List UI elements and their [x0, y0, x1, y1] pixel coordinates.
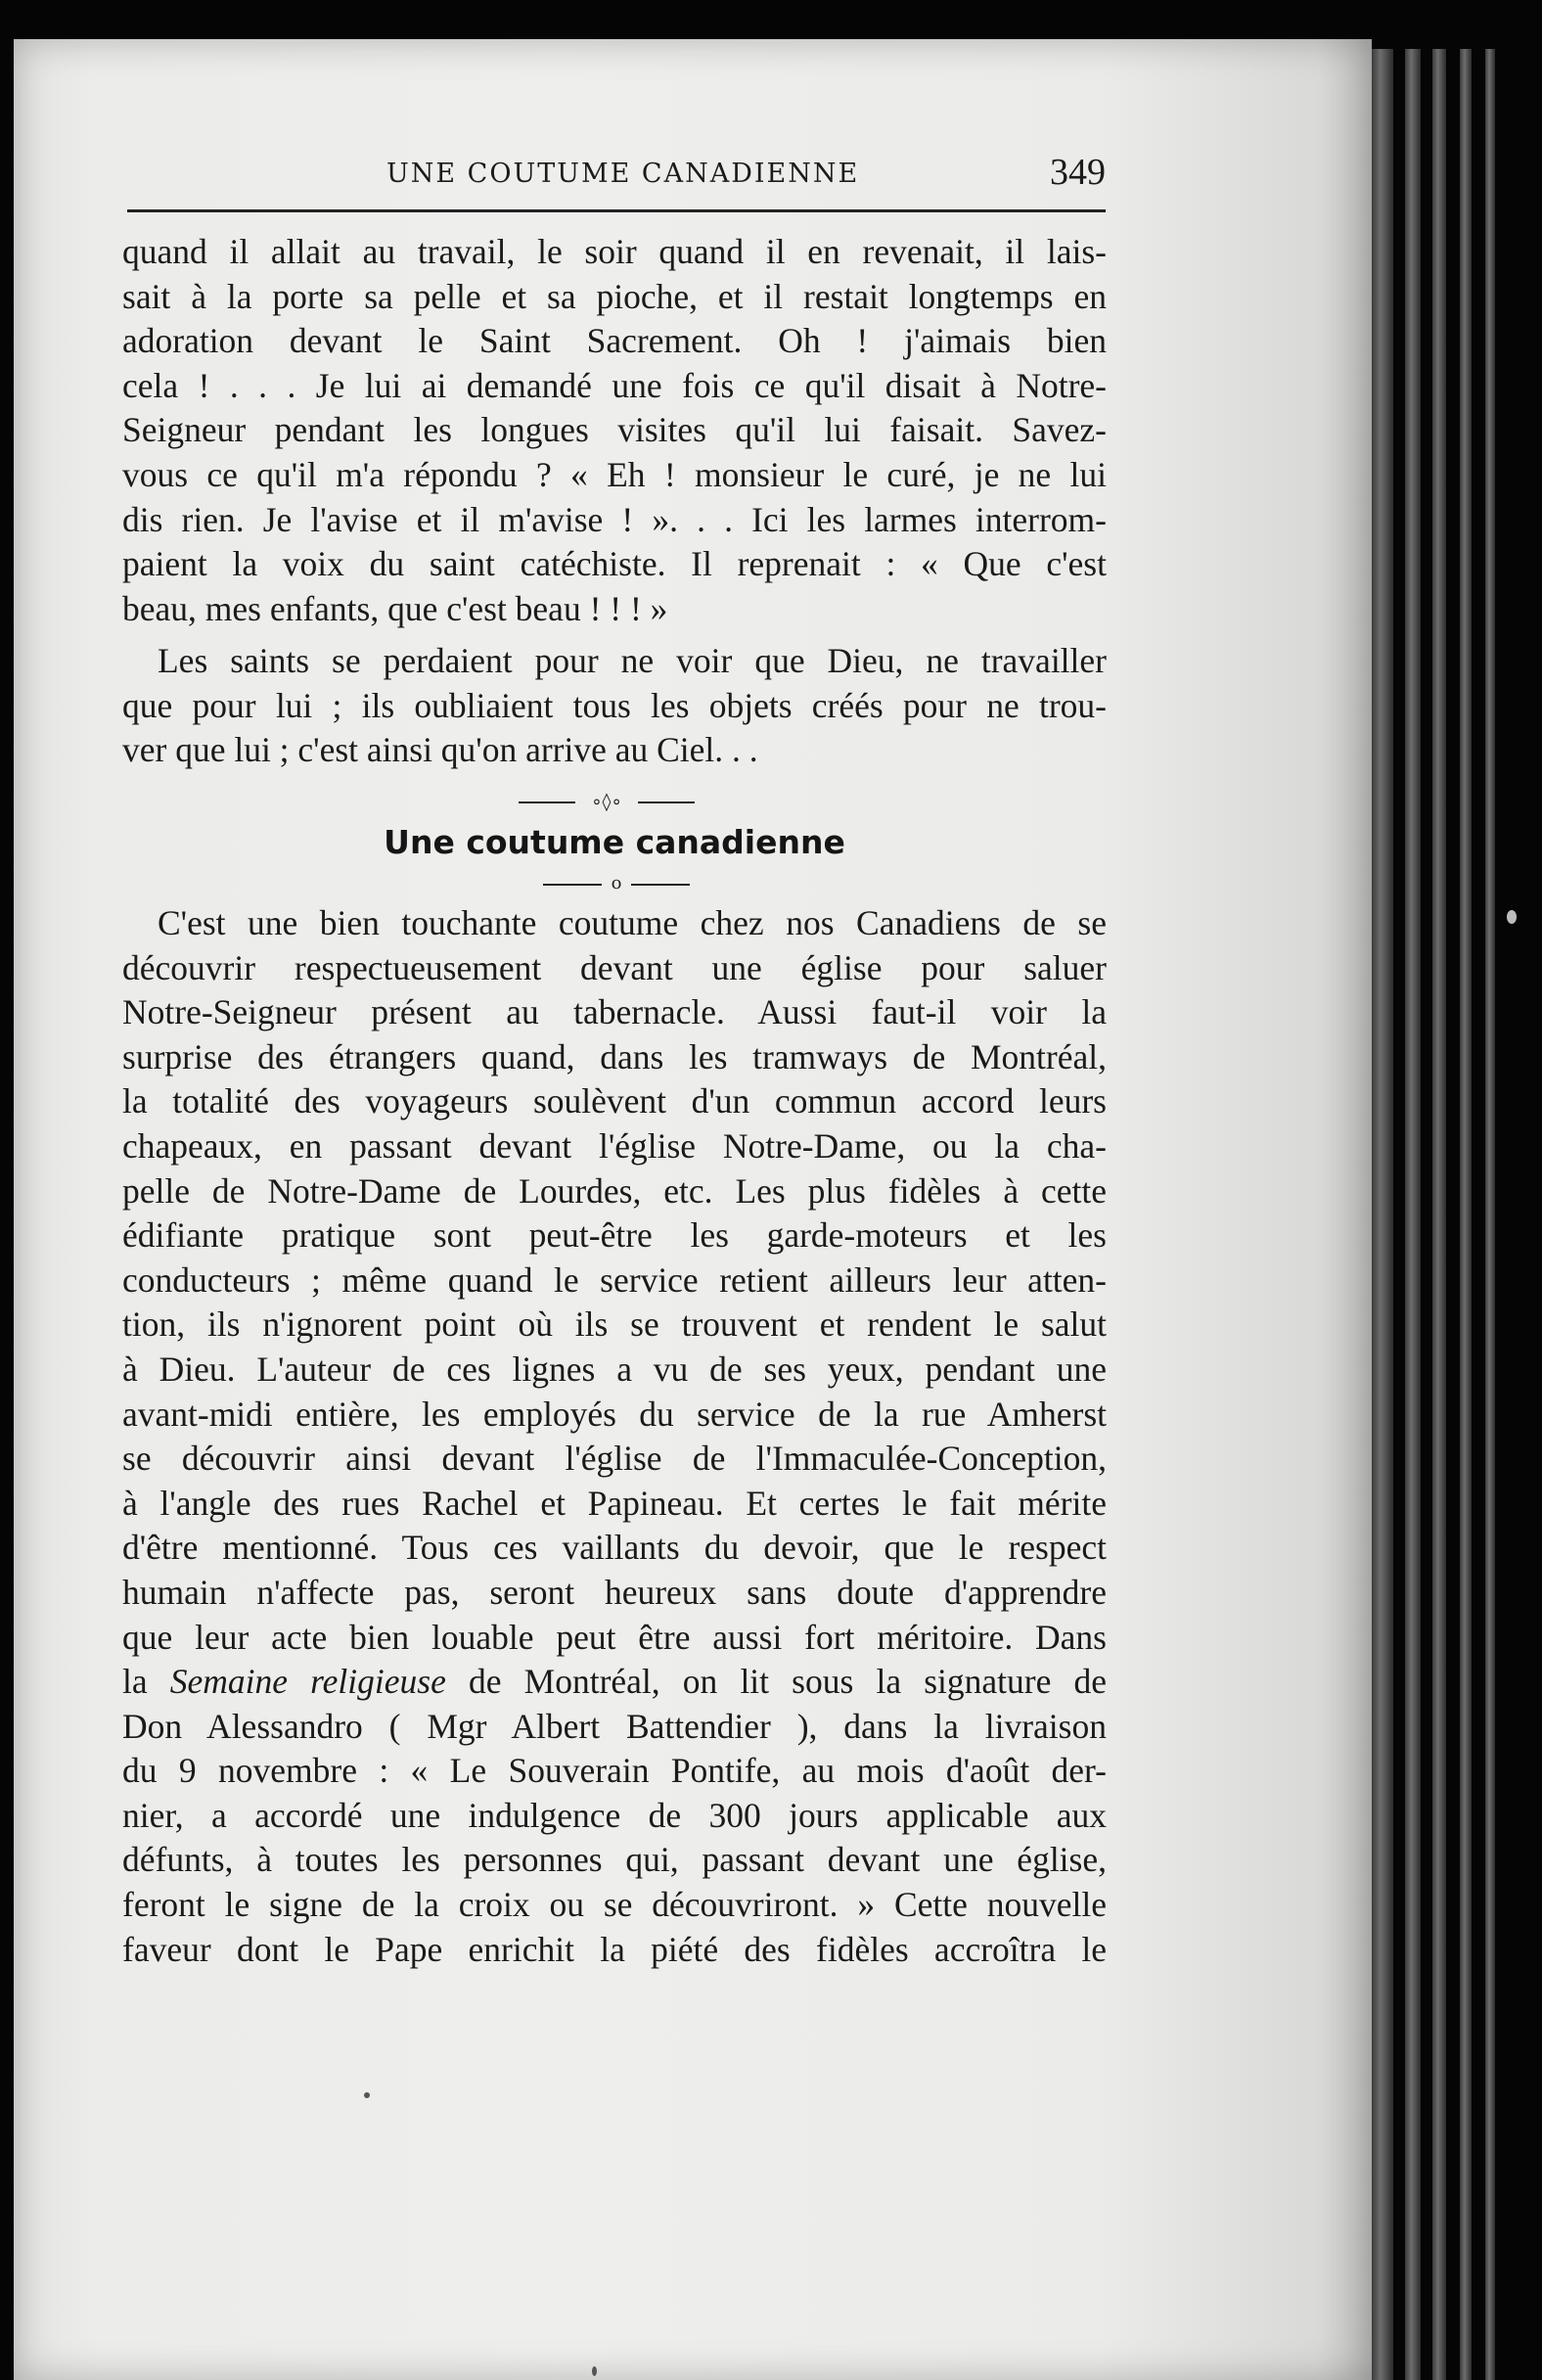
paragraph-1 — [122, 230, 1107, 631]
paragraph-3 — [122, 901, 1107, 1972]
header-rule — [127, 209, 1106, 212]
text-line: quand il allait au travail, le soir quand il en revenait, il lais- — [122, 232, 1107, 271]
text-line: paient la voix du saint catéchiste. Il reprenait : « Que c'est — [122, 544, 1107, 584]
text-fragment: la — [122, 1662, 170, 1702]
paragraph-2 — [122, 639, 1107, 773]
text-line: cela ! . . . Je lui ai demandé une fois ce qu'il disait à Notre- — [122, 365, 1107, 405]
text-line: Seigneur pendant les longues visites qu'il lui faisait. Savez- — [122, 410, 1107, 450]
text-line: vous ce qu'il m'a répondu ? « Eh ! monsieur le curé, je ne lui — [122, 454, 1107, 494]
text-line: tion, ils n'ignorent point où ils se trouvent et rendent le salut — [122, 1304, 1107, 1345]
running-head: UNE COUTUME CANADIENNE — [386, 159, 860, 189]
ink-speck — [592, 2366, 597, 2376]
ornament-rule-right — [638, 801, 695, 803]
section-title: Une coutume canadienne — [384, 823, 845, 861]
text-line: adoration devant le Saint Sacrement. Oh ! j'aimais bien — [122, 321, 1107, 361]
ornament-glyph: ∘◊∘ — [591, 792, 622, 812]
text-line: défunts, à toutes les personnes qui, passant devant une église, — [122, 1840, 1107, 1880]
text-line: Don Alessandro ( Mgr Albert Battendier ), dans la livraison — [122, 1706, 1107, 1746]
text-line: édifiante pratique sont peut-être les garde-moteurs et les — [122, 1215, 1107, 1256]
text-line: se découvrir ainsi devant l'église de l'Immaculée-Conception, — [122, 1439, 1107, 1479]
text-line: Notre-Seigneur présent au tabernacle. Aussi faut-il voir la — [122, 992, 1107, 1032]
text-line: C'est une bien touchante coutume chez nos Canadiens de se — [158, 903, 1107, 942]
text-line-with-italic — [122, 1660, 1107, 1705]
text-line: surprise des étrangers quand, dans les tramways de Montréal, — [122, 1036, 1107, 1076]
text-line: dis rien. Je l'avise et il m'avise ! ». . . Ici les larmes interrom- — [122, 499, 1107, 539]
text-line: d'être mentionné. Tous ces vaillants du devoir, que le respect — [122, 1528, 1107, 1568]
text-line: que leur acte bien louable peut être aussi fort méritoire. Dans — [122, 1617, 1107, 1657]
text-line: avant-midi entière, les employés du service de la rue Amherst — [122, 1394, 1107, 1434]
page-edge-3 — [1432, 49, 1446, 2380]
ornament-rule-left — [543, 884, 602, 886]
text-line: Les saints se perdaient pour ne voir que Dieu, ne travailler — [158, 641, 1107, 680]
text-line: du 9 novembre : « Le Souverain Pontife, au mois d'août der- — [122, 1751, 1107, 1791]
text-line: découvrir respectueusement devant une église pour saluer — [122, 947, 1107, 987]
text-line: à l'angle des rues Rachel et Papineau. Et certes le fait mérite — [122, 1483, 1107, 1523]
text-line: faveur dont le Pape enrichit la piété des fidèles accroîtra le — [122, 1929, 1107, 1969]
text-line: chapeaux, en passant devant l'église Notre-Dame, ou la cha- — [122, 1125, 1107, 1166]
page-edge-2 — [1405, 49, 1421, 2380]
page-edge-4 — [1460, 49, 1472, 2380]
text-line: ver que lui ; c'est ainsi qu'on arrive au Ciel. . . — [122, 730, 758, 770]
ornament-circle: o — [611, 873, 622, 893]
text-line: sait à la porte sa pelle et sa pioche, et il restait longtemps en — [122, 276, 1107, 316]
text-line: pelle de Notre-Dame de Lourdes, etc. Les plus fidèles à cette — [122, 1170, 1107, 1211]
ornament-rule-left — [519, 801, 575, 803]
text-line: nier, a accordé une indulgence de 300 jours applicable aux — [122, 1795, 1107, 1835]
publication-title: Semaine religieuse — [169, 1662, 446, 1702]
text-line: humain n'affecte pas, seront heureux sans doute d'apprendre — [122, 1572, 1107, 1612]
page-edge-mark — [1507, 910, 1517, 924]
book-page-edges — [1372, 49, 1519, 2380]
title-underline-ornament — [543, 869, 690, 898]
text-line: que pour lui ; ils oubliaient tous les objets créés pour ne trou- — [122, 685, 1107, 725]
ink-speck — [364, 2092, 370, 2098]
text-line: la totalité des voyageurs soulèvent d'un commun accord leurs — [122, 1081, 1107, 1121]
page-edge-5 — [1485, 49, 1495, 2380]
ornament-rule-right — [631, 884, 690, 886]
page-number: 349 — [1050, 152, 1106, 193]
text-line: conducteurs ; même quand le service retient ailleurs leur atten- — [122, 1259, 1107, 1300]
text-fragment: de Montréal, on lit sous la signature de — [445, 1662, 1108, 1702]
page-edge-1 — [1372, 49, 1393, 2380]
section-divider-ornament — [519, 791, 695, 814]
text-line: feront le signe de la croix ou se découvriront. » Cette nouvelle — [122, 1885, 1107, 1925]
text-line: beau, mes enfants, que c'est beau ! ! ! » — [122, 588, 668, 628]
text-line: à Dieu. L'auteur de ces lignes a vu de ses yeux, pendant une — [122, 1349, 1107, 1389]
page-header — [127, 147, 1106, 206]
